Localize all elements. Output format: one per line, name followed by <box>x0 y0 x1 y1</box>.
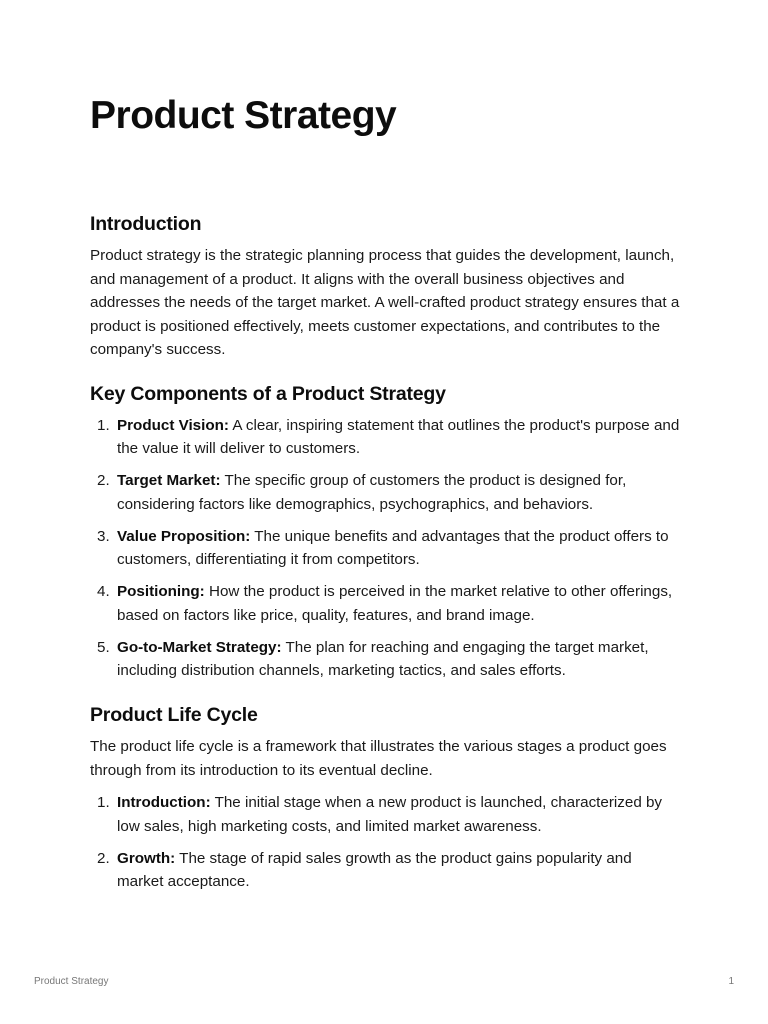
list-term: Go-to-Market Strategy: <box>117 638 282 656</box>
list-text: The initial stage when a new product is launched, characterized by low sales, high marketing costs, and limited market awareness. <box>117 794 663 835</box>
life-cycle-heading: Product Life Cycle <box>90 704 258 726</box>
life-cycle-paragraph: The product life cycle is a framework that illustrates the various stages a product goes through from its introduction to its eventual decline. <box>90 738 667 779</box>
list-number: 3. <box>97 527 110 545</box>
introduction-heading: Introduction <box>90 213 202 235</box>
section-key-components <box>90 380 680 683</box>
list-text: The specific group of customers the product is designed for, considering factors like demographics, psychographics, and behaviors. <box>117 472 627 513</box>
list-term: Target Market: <box>117 472 221 489</box>
footer-page-number: 1 <box>728 976 734 987</box>
list-term: Value Proposition: <box>117 527 251 545</box>
list-item <box>90 414 680 461</box>
introduction-paragraph: Product strategy is the strategic planning process that guides the development, launch, and management of a product. It aligns with the overall business objectives and addresses the needs of the target market. A well-crafted product strategy ensures that a product is positioned effectively, meets customer expectations, and contributes to the company's success. <box>90 247 680 358</box>
list-item <box>90 580 680 627</box>
list-text: A clear, inspiring statement that outlines the product's purpose and the value it will deliver to customers. <box>117 416 680 457</box>
list-term: Introduction: <box>117 794 211 811</box>
list-term: Product Vision: <box>117 416 229 434</box>
list-number: 2. <box>97 849 110 867</box>
list-text: The stage of rapid sales growth as the product gains popularity and market acceptance. <box>117 849 632 890</box>
list-term: Growth: <box>117 849 176 867</box>
document-body <box>90 210 680 902</box>
list-number: 1. <box>97 416 110 434</box>
list-term: Positioning: <box>117 583 205 600</box>
key-components-list <box>90 414 680 683</box>
list-number: 2. <box>97 472 110 489</box>
life-cycle-list <box>90 791 680 894</box>
list-item <box>90 636 680 683</box>
footer-title: Product Strategy <box>34 976 109 987</box>
list-text: The unique benefits and advantages that the product offers to customers, differentiating it from competitors. <box>117 527 669 568</box>
document-title: Product Strategy <box>90 94 397 137</box>
section-introduction <box>90 210 680 362</box>
list-item <box>90 791 680 838</box>
list-text: The plan for reaching and engaging the target market, including distribution channels, marketing tactics, and sales efforts. <box>117 638 649 679</box>
list-text: How the product is perceived in the market relative to other offerings, based on factors like price, quality, features, and brand image. <box>117 583 673 624</box>
list-number: 4. <box>97 583 110 600</box>
section-life-cycle <box>90 701 680 894</box>
key-components-heading: Key Components of a Product Strategy <box>90 382 446 405</box>
list-number: 5. <box>97 638 110 656</box>
list-item <box>90 469 680 516</box>
list-item <box>90 847 680 894</box>
list-item <box>90 525 680 572</box>
list-number: 1. <box>97 794 110 811</box>
